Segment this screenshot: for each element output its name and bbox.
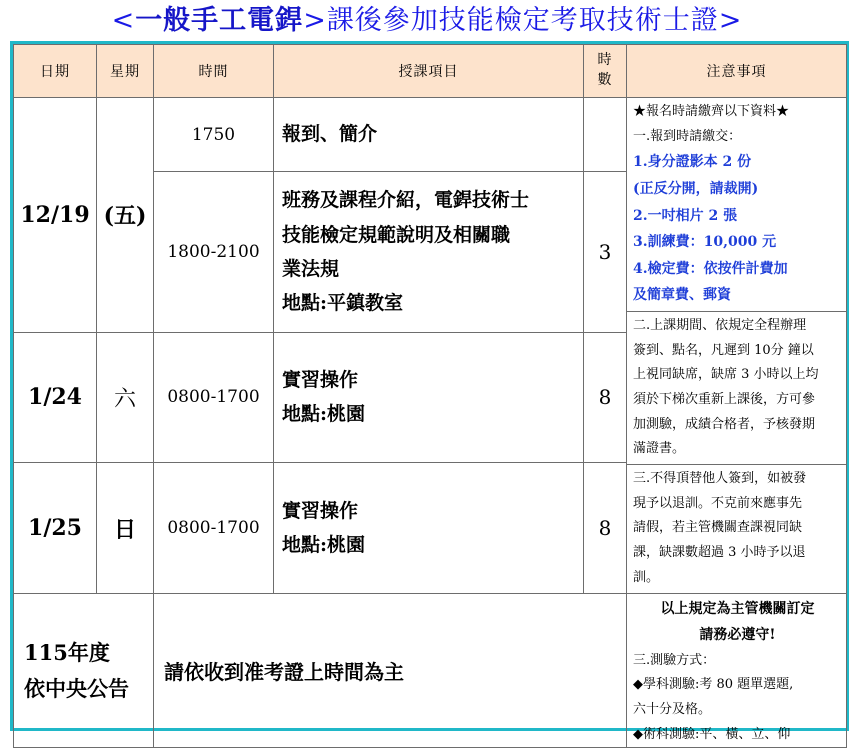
notes-item: 4.檢定費：依按件計費加 — [633, 260, 788, 277]
notes-line: ◆學科測驗:考 80 題單選題, — [633, 677, 794, 693]
footer-year-note — [14, 594, 154, 748]
notes-line: 課，缺課數超過 3 小時予以退 — [633, 545, 806, 561]
subject-line: 班務及課程介紹，電銲技術士 — [282, 189, 530, 212]
row-weekday: (五) — [97, 98, 154, 333]
subject-line: 地點:桃園 — [282, 403, 366, 426]
notes-section-2 — [627, 311, 846, 462]
notes-line: 訓。 — [633, 569, 660, 585]
row-weekday: 日 — [97, 463, 154, 594]
notes-line: ◆術科測驗:平、橫、立、仰 — [633, 726, 791, 742]
notes-rule-line: 以上規定為主管機關訂定 — [660, 600, 815, 617]
row-hours — [584, 98, 627, 172]
header-date: 日期 — [14, 45, 97, 98]
row-date: 1/24 — [14, 332, 97, 463]
footer-announce: 依中央公告 — [24, 675, 129, 701]
row-hours: 8 — [584, 463, 627, 594]
subject-line: 地點:桃園 — [282, 534, 366, 557]
notes-line: 上視同缺席，缺席 3 小時以上均 — [633, 367, 819, 383]
notes-rule-line: 請務必遵守! — [699, 627, 776, 644]
header-notes: 注意事項 — [627, 45, 847, 98]
notes-line: 簽到、點名，凡遲到 10分 鐘以 — [633, 342, 814, 358]
subject-line: 實習操作 — [282, 369, 359, 392]
notes-line: 二.上課期間、依規定全程辦理 — [633, 317, 807, 333]
row-hours: 3 — [584, 172, 627, 333]
row-subject — [274, 98, 584, 172]
schedule-frame — [10, 41, 849, 742]
footer-message: 請依收到准考證上時間為主 — [154, 594, 627, 748]
row-time: 0800-1700 — [154, 463, 274, 594]
notes-line: 請假，若主管機關查課視同缺 — [633, 520, 803, 536]
notes-section-1: 一.報到時請繳交： — [633, 128, 742, 144]
footer-year: 115年度 — [24, 640, 110, 666]
notes-section-4: 三.測驗方式： — [633, 652, 716, 668]
row-weekday: 六 — [97, 332, 154, 463]
row-time: 1800-2100 — [154, 172, 274, 333]
header-time: 時間 — [154, 45, 274, 98]
title-bracket-close: > — [303, 5, 327, 36]
header-hours — [584, 45, 627, 98]
notes-rules — [627, 593, 846, 748]
header-row — [14, 45, 847, 98]
row-time: 0800-1700 — [154, 332, 274, 463]
row-subject — [274, 332, 584, 463]
subject-line: 業法規 — [282, 257, 340, 280]
row-subject — [274, 172, 584, 333]
notes-item: 2.一吋相片 2 張 — [633, 207, 738, 224]
title-bracket-open: < — [111, 5, 136, 36]
notes-line: 加測驗，成績合格者，予核發期 — [633, 416, 816, 432]
subject-line: 地點:平鎮教室 — [282, 292, 404, 315]
notes-line: 滿證書。 — [633, 441, 686, 457]
row-subject — [274, 463, 584, 594]
notes-item: 及簡章費、郵資 — [633, 287, 731, 304]
notes-line: 須於下梯次重新上課後，方可參 — [633, 392, 816, 407]
row-time: 1750 — [154, 98, 274, 172]
page-title — [0, 4, 854, 38]
table-row — [14, 98, 847, 172]
notes-line: 三.不得頂替他人簽到，如被發 — [633, 471, 807, 487]
notes-item: 1.身分證影本 2 份 — [633, 154, 752, 171]
header-subject: 授課項目 — [274, 45, 584, 98]
notes-item: (正反分開，請裁開) — [633, 180, 759, 197]
row-date: 1/25 — [14, 463, 97, 594]
subject-line: 報到、簡介 — [282, 123, 378, 146]
notes-line: 現予以退訓。不克前來應事先 — [633, 495, 803, 511]
notes-line: 六十分及格。 — [633, 702, 712, 718]
header-hours-line2: 數 — [597, 72, 613, 88]
title-rest: 課後參加技能檢定考取技術士證> — [326, 5, 743, 36]
header-hours-line1: 時 — [597, 52, 613, 69]
notes-panel — [627, 98, 847, 748]
notes-heading: ★報名時請繳齊以下資料★ — [633, 104, 790, 119]
subject-line: 實習操作 — [282, 500, 359, 522]
notes-section-3 — [627, 464, 846, 590]
row-hours: 8 — [584, 332, 627, 463]
row-date: 12/19 — [14, 98, 97, 333]
schedule-table — [13, 44, 847, 748]
subject-line: 技能檢定規範說明及相關職 — [282, 223, 511, 246]
notes-item: 3.訓練費：10,000 元 — [633, 234, 777, 251]
header-weekday: 星期 — [97, 45, 154, 98]
title-course-name: 一般手工電銲 — [135, 5, 304, 36]
